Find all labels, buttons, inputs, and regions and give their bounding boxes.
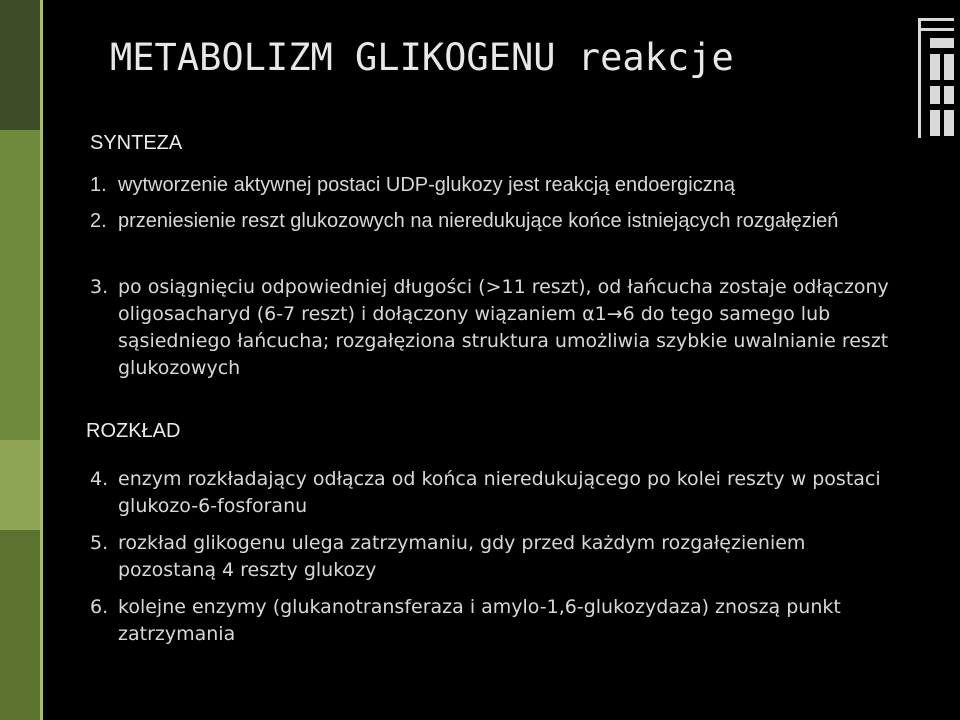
list-item — [90, 530, 890, 584]
grid-cell — [930, 54, 940, 80]
grid-cell — [918, 28, 954, 31]
accent-segment — [0, 0, 40, 130]
list-item — [90, 208, 890, 235]
list-item-number: 2. — [90, 210, 107, 232]
grid-cell — [918, 18, 921, 138]
grid-cell — [930, 86, 940, 104]
list-item — [90, 172, 890, 199]
list-item — [90, 594, 890, 648]
list-item-number: 1. — [90, 174, 107, 196]
section-label-synthesis: SYNTEZA — [90, 132, 183, 154]
grid-cell — [944, 54, 954, 80]
list-item-text: wytworzenie aktywnej postaci UDP-glukozy jest reakcją endoergiczną — [118, 174, 735, 196]
list-item-text: kolejne enzymy (glukanotransferaza i amylo-1,6-glukozydaza) znoszą punkt zatrzymania — [118, 596, 841, 645]
list-item — [90, 274, 890, 382]
list-item-text: po osiągnięciu odpowiedniej długości (>11 reszt), od łańcucha zostaje odłączony oligosacharyd (6-7 reszt) i dołączony wiązaniem α1→6 do tego samego lub sąsiedniego łańcucha; rozgałęziona struktura umożliwia szybkie uwalnianie reszt glukozowych — [118, 276, 889, 379]
accent-segment — [0, 530, 40, 720]
list-item-number: 5. — [90, 532, 109, 554]
list-item-text: enzym rozkładający odłącza od końca nieredukującego po kolei reszty w postaci glukozo-6-fosforanu — [118, 468, 881, 517]
section-label-breakdown: ROZKŁAD — [86, 420, 181, 442]
grid-cell — [944, 86, 954, 104]
list-item-text: przeniesienie reszt glukozowych na nieredukujące końce istniejących rozgałęzień — [118, 210, 839, 232]
list-item-text: rozkład glikogenu ulega zatrzymaniu, gdy przed każdym rozgałęzieniem pozostaną 4 reszty glukozy — [118, 532, 806, 581]
accent-segment — [0, 440, 40, 530]
accent-divider-line — [40, 0, 43, 720]
grid-cell — [930, 38, 954, 48]
accent-segment — [0, 130, 40, 440]
list-item-number: 3. — [90, 276, 109, 298]
slide-title: METABOLIZM GLIKOGENU reakcje — [110, 36, 734, 79]
list-item-number: 6. — [90, 596, 109, 618]
left-accent-bar — [0, 0, 40, 720]
decorative-grid-icon — [918, 18, 954, 138]
list-item-number: 4. — [90, 468, 109, 490]
list-item — [90, 466, 890, 520]
grid-cell — [918, 18, 954, 21]
grid-cell — [930, 110, 940, 136]
grid-cell — [944, 110, 954, 136]
